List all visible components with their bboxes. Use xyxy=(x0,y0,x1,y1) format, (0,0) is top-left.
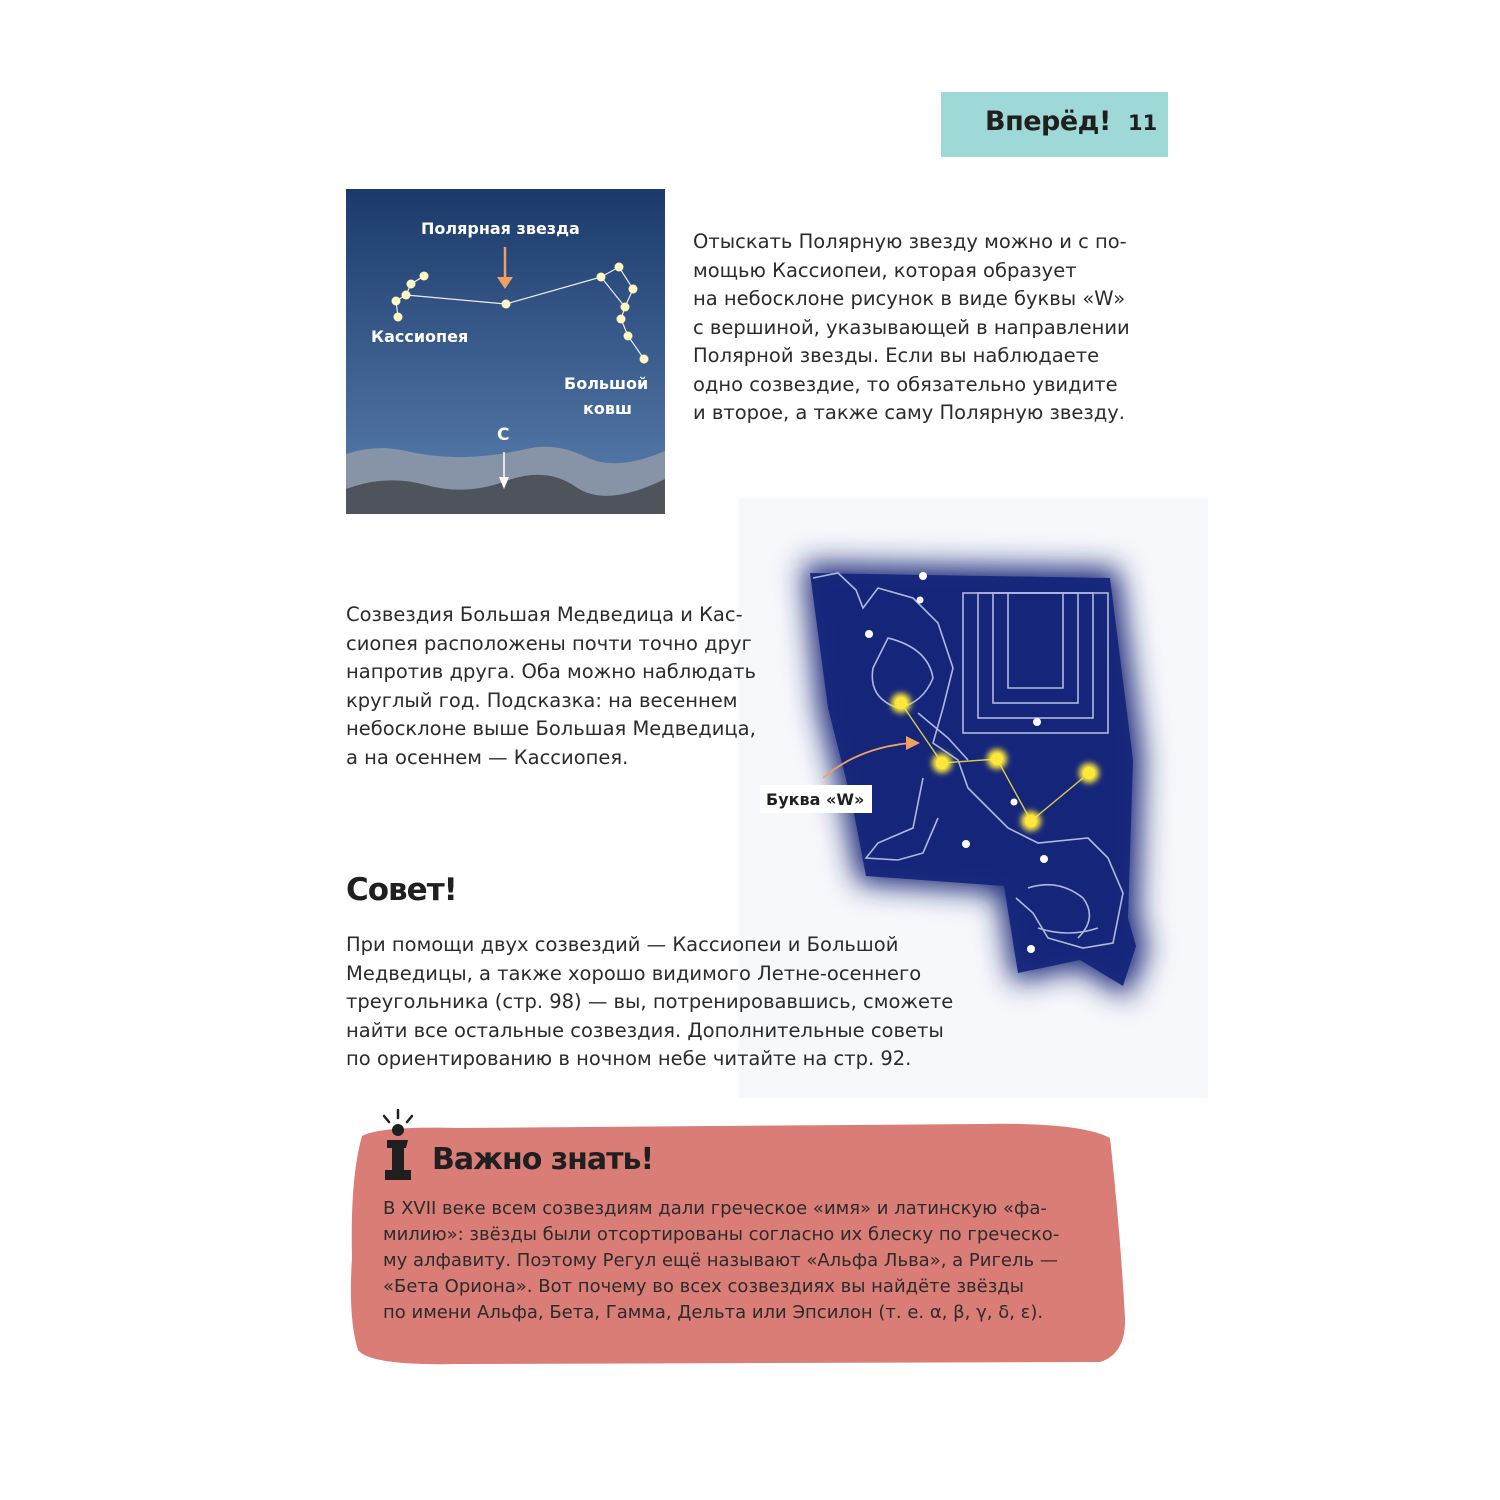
star xyxy=(917,597,924,604)
star xyxy=(640,355,649,364)
label-cassiopeia: Кассиопея xyxy=(371,327,469,346)
star xyxy=(402,291,411,300)
w-star xyxy=(1083,767,1095,779)
star xyxy=(629,285,638,294)
info-icon xyxy=(375,1108,421,1184)
w-star xyxy=(991,753,1003,765)
label-big-dipper-1: Большой xyxy=(564,374,649,393)
star xyxy=(420,272,429,281)
star xyxy=(1033,718,1041,726)
star xyxy=(615,263,624,272)
w-star xyxy=(895,697,907,709)
label-polaris: Полярная звезда xyxy=(421,219,580,238)
star xyxy=(962,840,970,848)
star xyxy=(624,332,633,341)
star xyxy=(392,297,401,306)
polaris-star xyxy=(502,300,511,309)
tip-paragraph: При помощи двух созвездий — Кассиопеи и Большой Медведицы, а также хорошо видимого Летне-осеннего треугольника (стр. 98) — вы, потренировавшись, сможете найти все остальные созвездия. Дополнительные советы по ориентированию в ночном небе читайте на стр. 92. xyxy=(346,933,954,1070)
star xyxy=(865,630,873,638)
sky-figure xyxy=(346,189,665,514)
important-paragraph: В XVII веке всем созвездиям дали греческое «имя» и латинскую «фа- милию»: звёзды были отсортированы согласно их блеску по греческо- му алфавиту. Поэтому Регул ещё называют «Альфа Льва», а Ригель — «Бета Ориона». Вот почему во всех созвездиях вы найдёте звёзды по имени Альфа, Бета, Гамма, Дельта или Эпсилон (т. е. α, β, γ, δ, ε). xyxy=(383,1198,1060,1323)
mid-paragraph: Созвездия Большая Медведица и Кас- сиопея расположены почти точно друг напротив друга. Оба можно наблюдать круглый год. Подсказка: на весеннем небосклоне выше Большая Медведица, а на осеннем — Кассиопея. xyxy=(346,603,756,769)
star xyxy=(1011,799,1018,806)
label-big-dipper-2: ковш xyxy=(583,399,632,418)
label-letter-w: Буква «W» xyxy=(766,790,865,809)
star xyxy=(597,273,606,282)
star xyxy=(1027,945,1035,953)
w-star xyxy=(1025,815,1037,827)
w-star xyxy=(936,757,948,769)
page-number: 11 xyxy=(1128,111,1158,135)
label-north: С xyxy=(497,425,510,445)
star xyxy=(394,313,403,322)
intro-paragraph: Отыскать Полярную звезду можно и с по- мощью Кассиопеи, которая образует на небосклоне рисунок в виде буквы «W» с вершиной, указывающей в направлении Полярной звезды. Если вы наблюдаете одно созвездие, то обязательно увидите и второе, а также саму Полярную звезду. xyxy=(693,230,1130,424)
star xyxy=(1040,855,1048,863)
star xyxy=(919,572,927,580)
star xyxy=(617,315,626,324)
section-title: Вперёд! xyxy=(985,106,1111,137)
star xyxy=(407,280,416,289)
important-title: Важно знать! xyxy=(432,1142,654,1177)
star xyxy=(621,303,630,312)
tip-heading: Совет! xyxy=(346,872,457,908)
